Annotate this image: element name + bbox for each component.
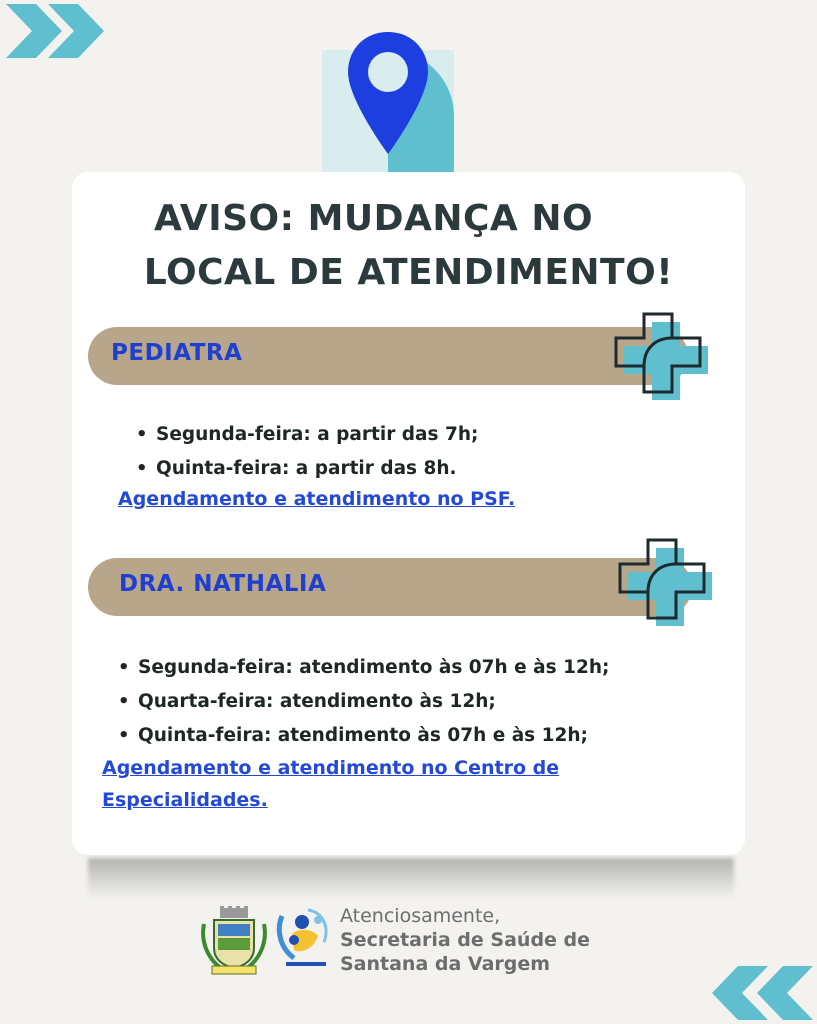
- list-item: • Segunda-feira: atendimento às 07h e às 12h;: [118, 651, 609, 685]
- signoff: Atenciosamente,: [340, 905, 501, 927]
- chevron-right-icon: [0, 0, 110, 62]
- title-line-1: AVISO: MUDANÇA NO: [153, 198, 594, 239]
- medical-cross-icon: [612, 312, 714, 404]
- notice-card: [72, 172, 745, 855]
- list-item: • Quinta-feira: atendimento às 07h e às 12h;: [118, 719, 609, 753]
- medical-cross-icon: [616, 538, 718, 630]
- notice-title: [72, 192, 745, 300]
- title-line-2: LOCAL DE ATENDIMENTO!: [143, 252, 674, 293]
- pediatra-heading: PEDIATRA: [111, 340, 243, 366]
- footer-signature: [340, 904, 590, 976]
- nathalia-schedule: [118, 651, 609, 753]
- link-line-2: Especialidades.: [102, 789, 268, 811]
- pediatra-schedule: [136, 418, 478, 486]
- chevron-left-icon: [708, 962, 817, 1024]
- city-crest-logo: [198, 904, 270, 976]
- nathalia-location-link[interactable]: [102, 752, 559, 816]
- org-line-1: Secretaria de Saúde de: [340, 929, 591, 951]
- pediatra-location-link[interactable]: Agendamento e atendimento no PSF.: [118, 488, 516, 510]
- list-item: • Quarta-feira: atendimento às 12h;: [118, 685, 609, 719]
- health-department-logo: [272, 904, 336, 974]
- list-item: • Segunda-feira: a partir das 7h;: [136, 418, 478, 452]
- list-item: • Quinta-feira: a partir das 8h.: [136, 452, 478, 486]
- nathalia-heading: DRA. NATHALIA: [119, 571, 327, 597]
- org-line-2: Santana da Vargem: [340, 953, 551, 975]
- link-line-1: Agendamento e atendimento no Centro de: [102, 757, 560, 779]
- location-pin-icon: [318, 30, 458, 180]
- card-shadow: [88, 858, 734, 898]
